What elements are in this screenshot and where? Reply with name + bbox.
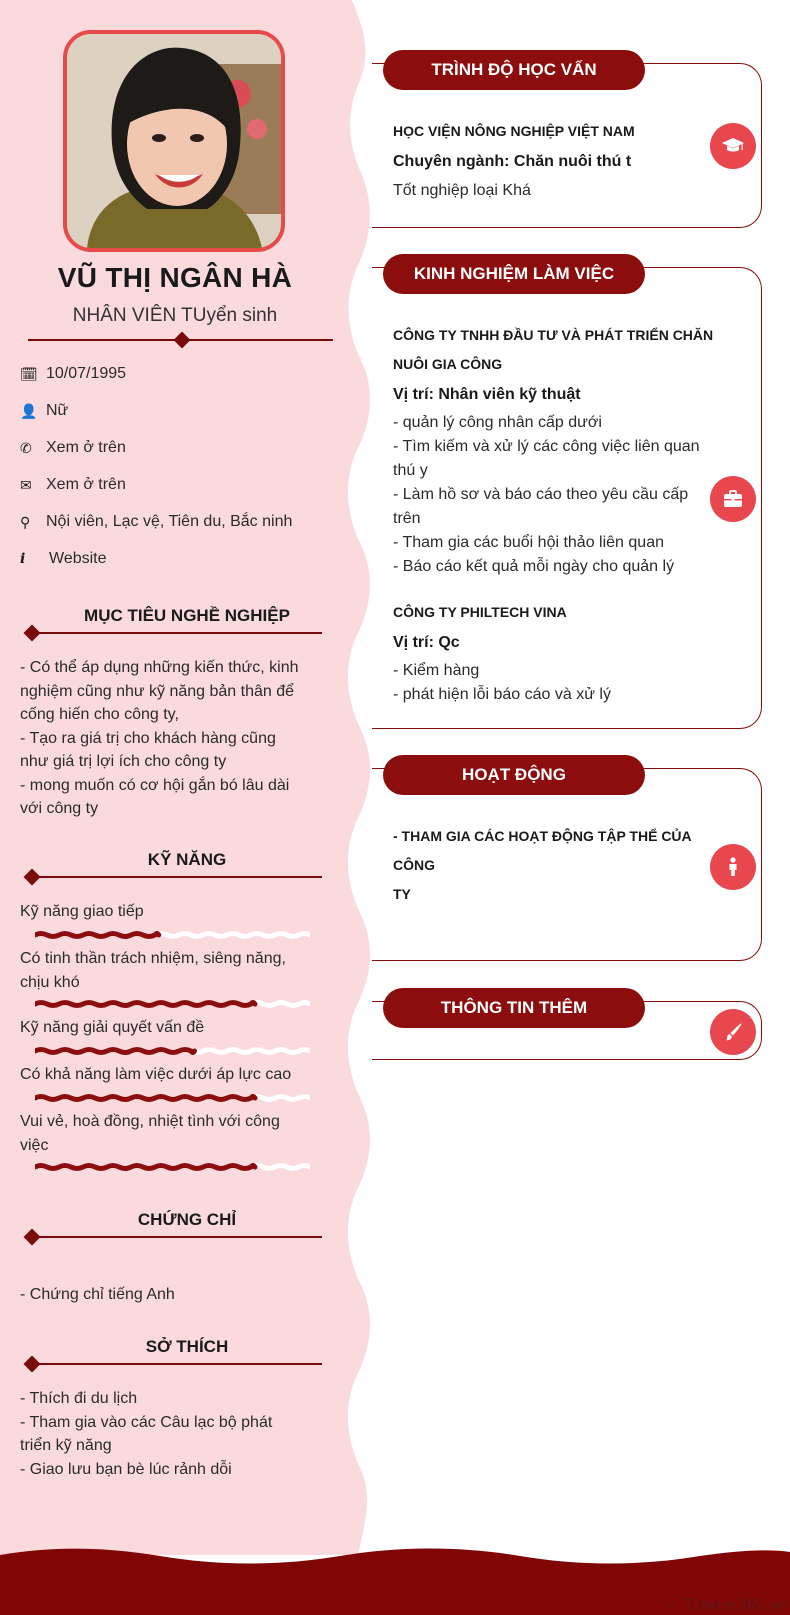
education-heading: TRÌNH ĐỘ HỌC VẤN (383, 50, 645, 90)
education-result: Tốt nghiệp loại Khá (393, 182, 531, 199)
profile-divider (28, 333, 333, 347)
skill-bar-fill (35, 1003, 255, 1006)
hobbies-title: SỞ THÍCH (145, 1337, 229, 1356)
skill-label: Kỹ năng giải quyết vấn đề (20, 1019, 205, 1036)
skill-bar-graphic (35, 1162, 310, 1172)
contact-phone (20, 438, 330, 475)
job-company: CÔNG TY TNHH ĐẦU TƯ VÀ PHÁT TRIỂN CHĂN NUÔI GIA CÔNG (393, 327, 714, 372)
education-content (393, 117, 723, 203)
objective-text: - Có thể áp dụng những kiến thức, kinh nghiệm cũng như kỹ năng bản thân để cống hiến cho công ty, - Tạo ra giá trị cho khách hàng cũng như giá trị lợi ích cho công ty - mong muốn có cơ hội gắn bó lâu dài với công ty (20, 659, 299, 817)
contact-address-value: Nội viên, Lạc vệ, Tiên du, Bắc ninh (46, 513, 293, 530)
activities-heading: HOẠT ĐỘNG (383, 755, 645, 795)
watermark: ∴ Timviec365.vn (668, 1598, 786, 1613)
skill-label: Có tinh thần trách nhiệm, siêng năng, chịu khó (20, 950, 286, 991)
graduation-cap-icon (710, 123, 756, 169)
skill-level-bar (35, 930, 310, 940)
skill-label: Kỹ năng giao tiếp (20, 903, 144, 920)
education-school: HỌC VIỆN NÔNG NGHIỆP VIỆT NAM (393, 123, 635, 139)
avatar (63, 30, 285, 252)
skill-label: Vui vẻ, hoà đồng, nhiệt tình với công việc (20, 1113, 280, 1154)
contact-website (20, 549, 330, 586)
experience-content (393, 321, 723, 707)
contact-list (20, 364, 330, 586)
skill-bar-graphic (35, 930, 310, 940)
contact-birthday-value: 10/07/1995 (46, 365, 127, 382)
skill-item (20, 1016, 320, 1040)
certificates-text: - Chứng chỉ tiếng Anh (20, 1286, 175, 1303)
skill-bar-graphic (35, 1093, 310, 1103)
skill-bar-graphic (35, 1046, 310, 1056)
experience-heading: KINH NGHIỆM LÀM VIỆC (383, 254, 645, 294)
contact-gender (20, 401, 330, 438)
contact-email-value: Xem ở trên (46, 476, 126, 493)
person-icon (710, 844, 756, 890)
job-duties: - quản lý công nhân cấp dưới - Tìm kiếm và xử lý các công việc liên quan thú y - Làm hồ sơ và báo cáo theo yêu cầu cấp trên - Tham gia các buổi hội thảo liên quan - Báo cáo kết quả mỗi ngày cho quản lý (393, 414, 700, 575)
skill-bar-fill (35, 1050, 195, 1053)
skill-bar-fill (35, 1166, 255, 1169)
skills-heading (22, 850, 322, 880)
skill-item (20, 947, 320, 994)
profile-name: VŨ THỊ NGÂN HÀ (57, 262, 293, 293)
skill-bar-graphic (35, 999, 310, 1009)
skill-level-bar (35, 1046, 310, 1056)
skill-bar-fill (35, 1097, 255, 1100)
skill-level-bar (35, 1093, 310, 1103)
contact-address (20, 512, 330, 549)
map-marker-icon: ⚲ (20, 514, 31, 530)
hobbies-text: - Thích đi du lịch - Tham gia vào các Câu lạc bộ phát triển kỹ năng - Giao lưu bạn bè lúc rảnh dỗi (20, 1390, 273, 1478)
skill-item (20, 900, 320, 924)
job-duties: - Kiểm hàng - phát hiện lỗi báo cáo và xử lý (393, 662, 611, 703)
email-icon: ✉ (20, 477, 32, 493)
job-position: Vị trí: Nhân viên kỹ thuật (393, 386, 581, 403)
activities-content: - THAM GIA CÁC HOẠT ĐỘNG TẬP THỂ CỦA CÔNG TY (393, 828, 692, 902)
contact-birthday (20, 364, 330, 401)
info-icon: i (20, 551, 26, 567)
contact-gender-value: Nữ (46, 402, 69, 419)
skill-level-bar (35, 999, 310, 1009)
certificates-heading (22, 1210, 322, 1240)
contact-phone-value: Xem ở trên (46, 439, 126, 456)
job-position: Vị trí: Qc (393, 634, 460, 651)
phone-icon: ✆ (20, 440, 32, 456)
paint-brush-icon (710, 1009, 756, 1055)
contact-website-value[interactable]: Website (49, 550, 107, 567)
objective-title: MỤC TIÊU NGHỀ NGHIỆP (84, 606, 290, 625)
skills-title: KỸ NĂNG (147, 850, 227, 869)
hobbies-heading (22, 1337, 322, 1367)
briefcase-icon (710, 476, 756, 522)
skill-bar-fill (35, 934, 159, 937)
contact-email (20, 475, 330, 512)
skill-label: Có khả năng làm việc dưới áp lực cao (20, 1066, 292, 1083)
certificates-title: CHỨNG CHỈ (137, 1210, 237, 1229)
objective-heading (22, 606, 322, 636)
education-major: Chuyên ngành: Chăn nuôi thú t (393, 153, 632, 170)
calendar-icon: 🗓 (20, 366, 38, 382)
skill-item (20, 1110, 320, 1157)
skill-item (20, 1063, 320, 1087)
additional-heading: THÔNG TIN THÊM (383, 988, 645, 1028)
profile-title: NHÂN VIÊN TUyển sinh (72, 305, 278, 326)
job-company: CÔNG TY PHILTECH VINA (393, 604, 567, 620)
skill-level-bar (35, 1162, 310, 1172)
user-icon: 👤 (20, 403, 38, 419)
